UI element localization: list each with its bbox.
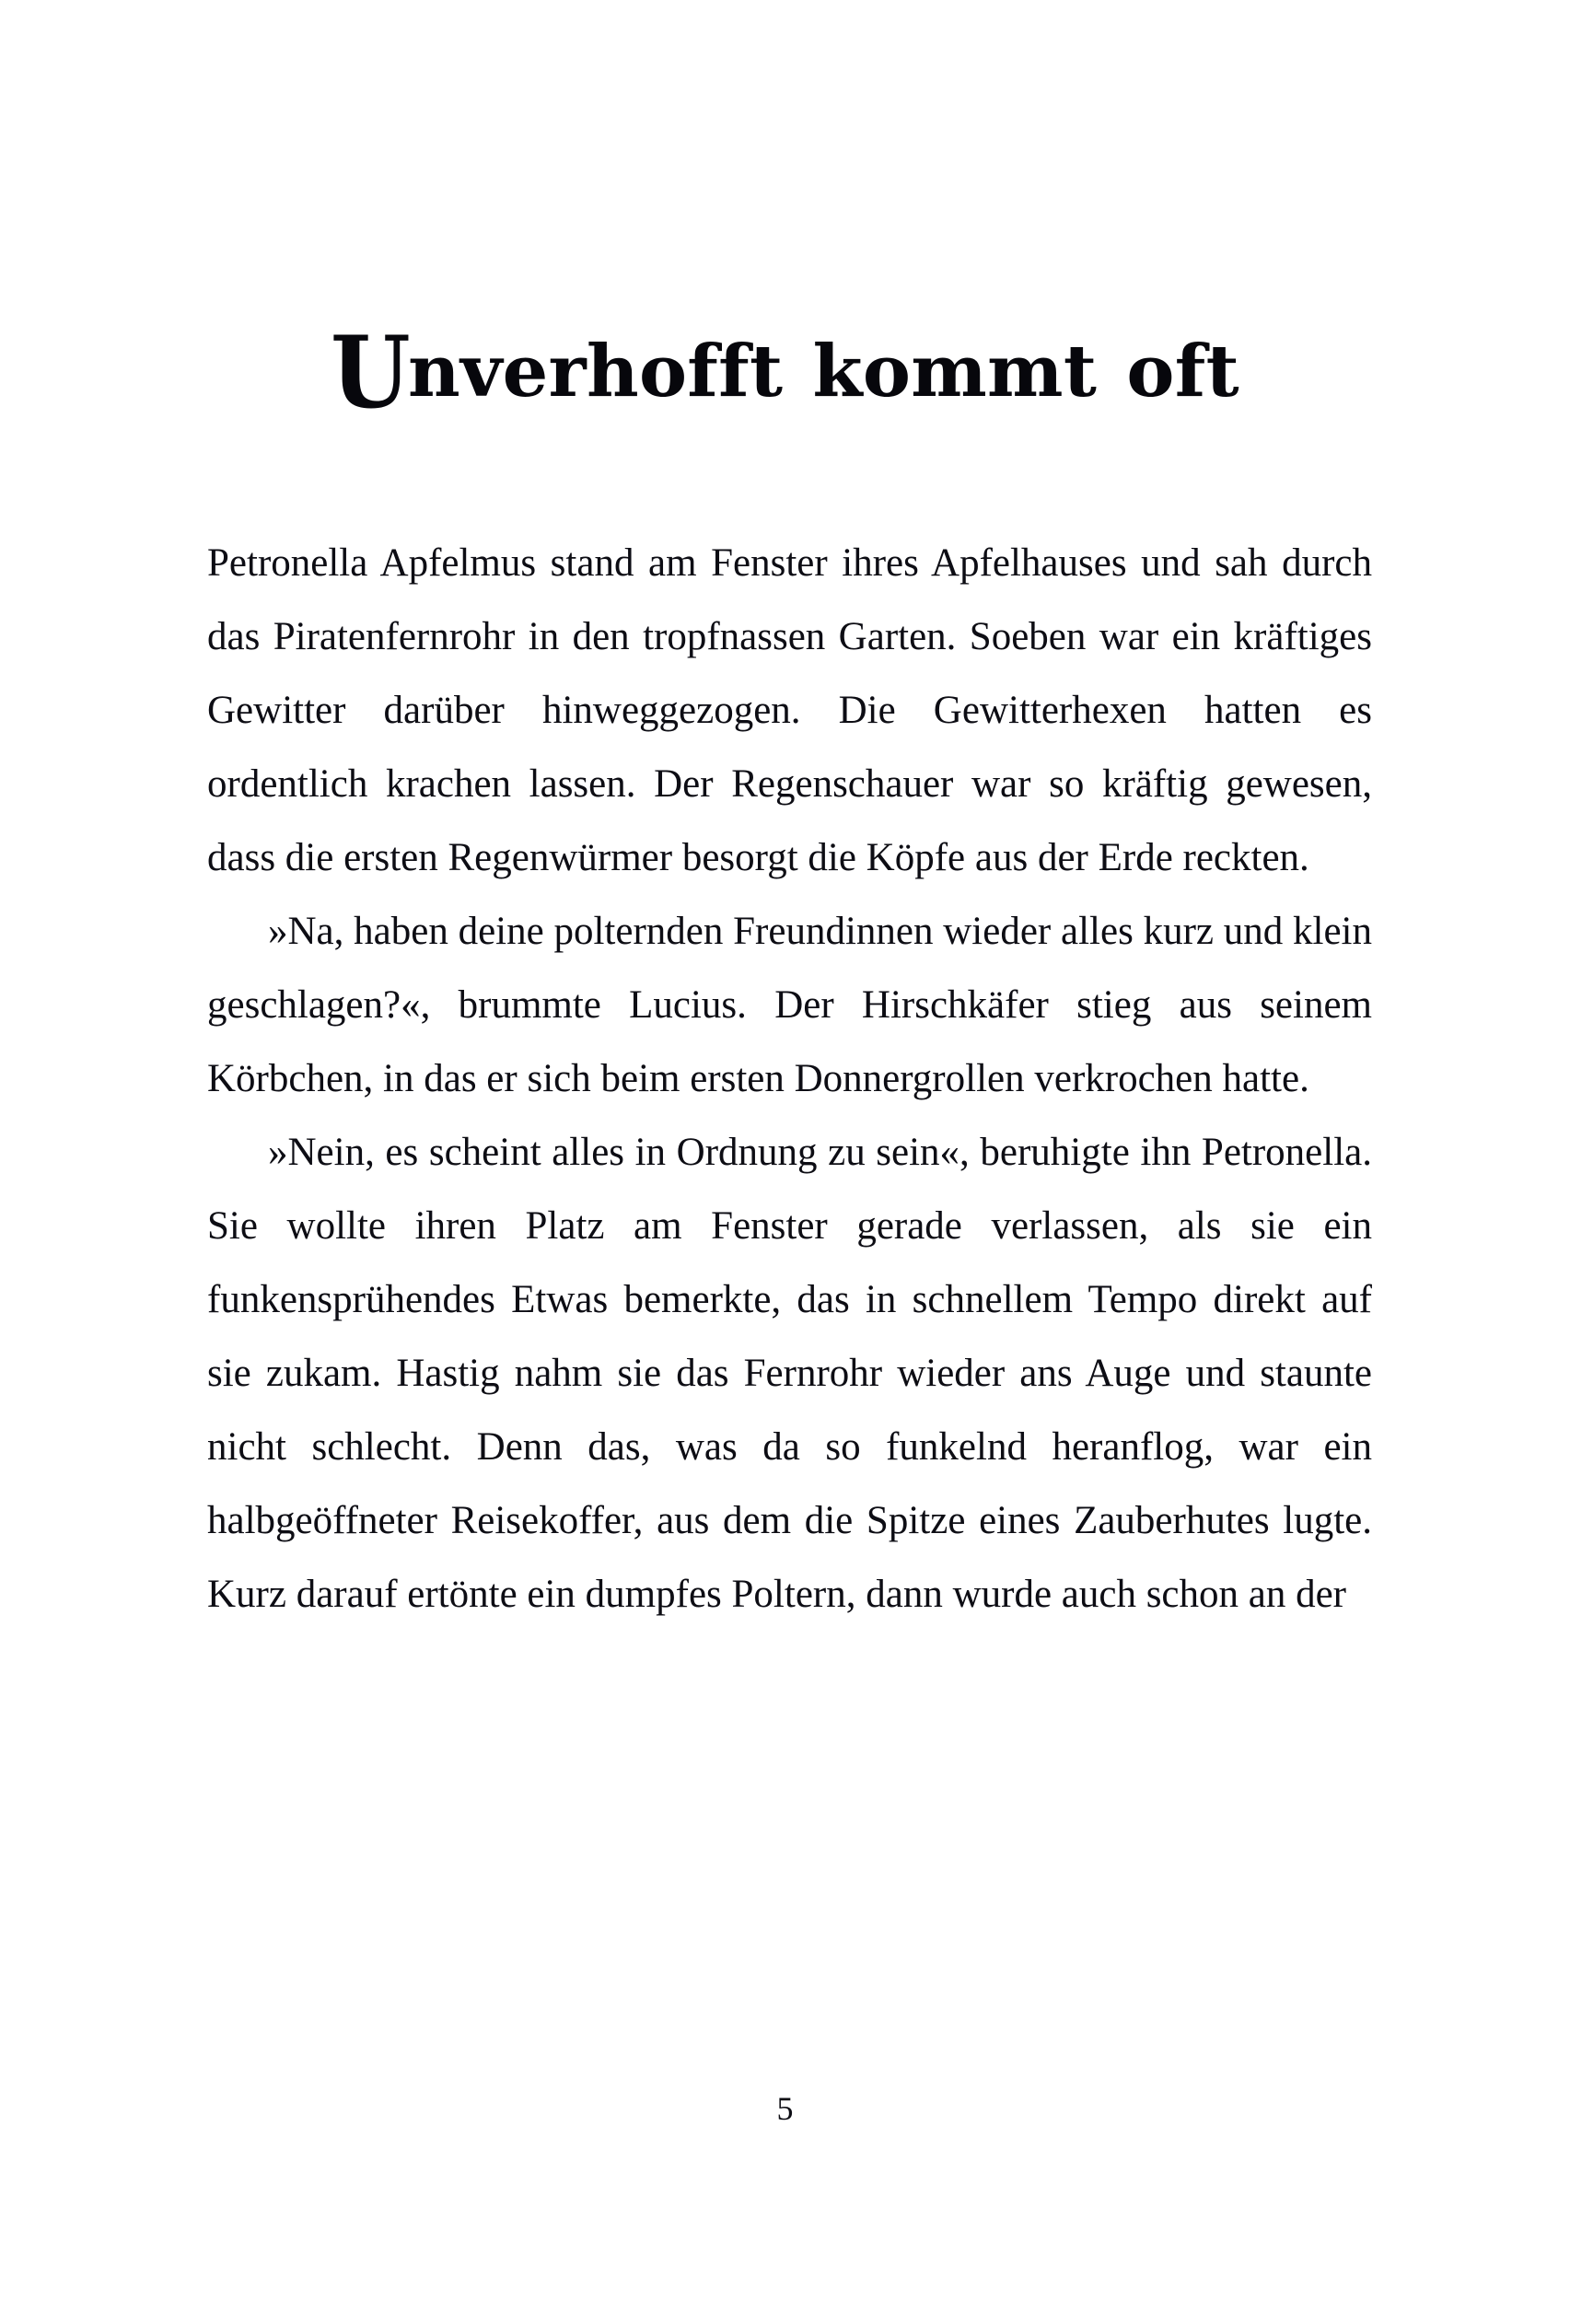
paragraph: »Nein, es scheint alles in Ordnung zu sein«, beruhigte ihn Petronella. Sie wollte ihren Platz am Fenster gerade verlassen, als sie ein funkensprühendes Etwas bemerkte, das in schnellem Tempo direkt auf sie zukam. Hastig nahm sie das Fernrohr wieder ans Auge und staunte nicht schlecht. Denn das, was da so funkelnd heranflog, war ein halbgeöffneter Reisekoffer, aus dem die Spitze eines Zauberhutes lugte. Kurz darauf ertönte ein dumpfes Poltern, dann wurde auch schon an der [207, 1131, 1372, 1616]
paragraph: Petronella Apfelmus stand am Fenster ihres Apfelhauses und sah durch das Piratenfernrohr in den tropfnassen Garten. Soeben war ein kräftiges Gewitter darüber hinweggezogen. Die Gewitterhexen hatten es ordentlich krachen lassen. Der Regenschauer war so kräftig gewesen, dass die ersten Regenwürmer besorgt die Köpfe aus der Erde reckten. [207, 541, 1372, 879]
decorative-initial-letter: U [331, 315, 407, 432]
page-number: 5 [776, 2090, 794, 2127]
chapter-title [0, 315, 1570, 432]
paragraph: »Na, haben deine polternden Freundinnen wieder alles kurz und klein geschlagen?«, brummte Lucius. Der Hirschkäfer stieg aus seinem Körbchen, in das er sich beim ersten Donnergrollen verkrochen hatte. [207, 910, 1372, 1100]
body-text-block [207, 527, 1372, 1632]
chapter-title-text: nverhofft kommt oft [407, 330, 1239, 414]
